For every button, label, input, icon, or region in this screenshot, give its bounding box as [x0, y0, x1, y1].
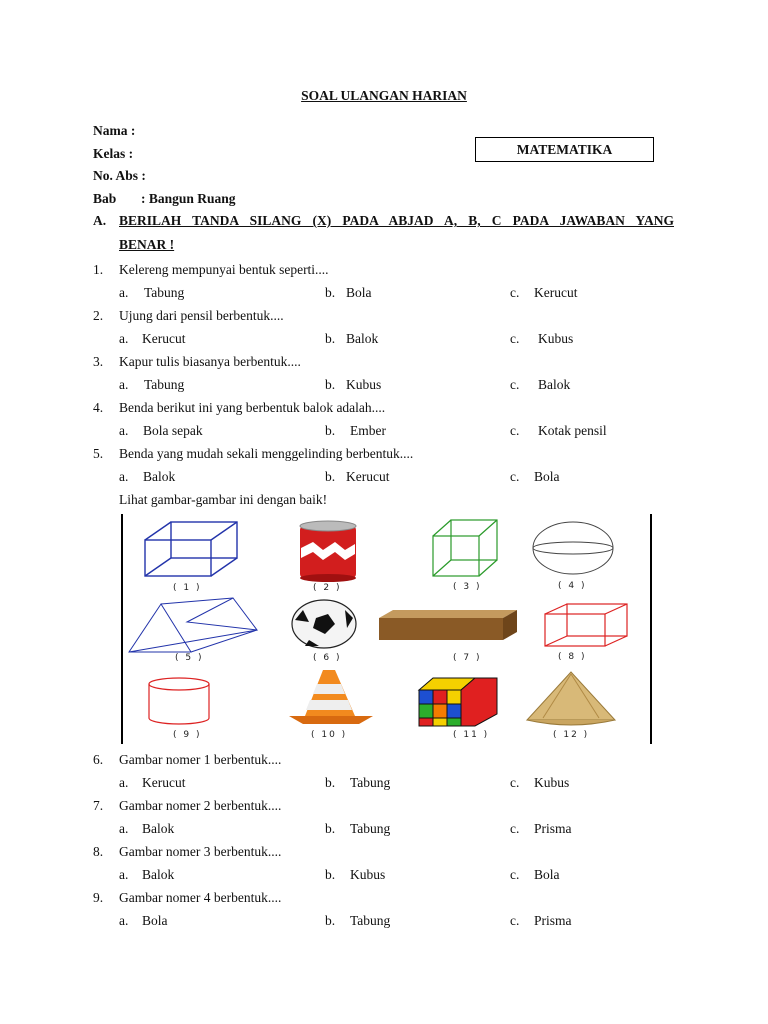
option-b: Tabung: [350, 913, 391, 928]
question-text: Gambar nomer 2 berbentuk....: [119, 798, 282, 813]
page-title: SOAL ULANGAN HARIAN: [301, 88, 467, 103]
option-letter-c: c.: [510, 775, 520, 790]
traffic-cone-picture: [289, 670, 373, 724]
option-letter-c: c.: [510, 423, 520, 438]
picture-caption: ( 5 ): [175, 653, 204, 663]
option-letter-b: b.: [325, 821, 336, 836]
option-b: Bola: [346, 285, 372, 300]
option-c: Kubus: [534, 775, 570, 790]
option-letter-a: a.: [119, 331, 129, 346]
question-text: Kelereng mempunyai bentuk seperti....: [119, 262, 329, 277]
section-instruction-line1: BERILAH TANDA SILANG (X) PADA ABJAD A, B, C PADA JAWABAN YANG: [119, 213, 674, 228]
rubiks-cube-picture: [419, 678, 497, 726]
picture-caption: ( 3 ): [453, 582, 482, 592]
option-b: Ember: [350, 423, 386, 438]
picture-caption: ( 4 ): [558, 581, 587, 591]
option-letter-a: a.: [119, 821, 129, 836]
option-c: Bola: [534, 469, 560, 484]
question-number: 2.: [93, 308, 104, 323]
question-number: 1.: [93, 262, 104, 277]
option-letter-b: b.: [325, 285, 336, 300]
section-instruction-line2: BENAR !: [119, 237, 175, 252]
option-c: Kubus: [538, 331, 574, 346]
picture-caption: ( 9 ): [173, 730, 202, 740]
option-a: Balok: [142, 867, 175, 882]
question-text: Gambar nomer 4 berbentuk....: [119, 890, 282, 905]
option-letter-a: a.: [119, 377, 129, 392]
option-letter-a: a.: [119, 775, 129, 790]
option-a: Bola: [142, 913, 168, 928]
option-c: Balok: [538, 377, 571, 392]
question-number: 7.: [93, 798, 104, 813]
option-a: Tabung: [144, 285, 185, 300]
option-letter-b: b.: [325, 469, 336, 484]
wooden-block-picture: [379, 610, 517, 640]
option-b: Tabung: [350, 775, 391, 790]
option-c: Prisma: [534, 913, 572, 928]
option-b: Tabung: [350, 821, 391, 836]
question-number: 8.: [93, 844, 104, 859]
subject-box: MATEMATIKA: [475, 137, 654, 162]
option-letter-c: c.: [510, 821, 520, 836]
option-letter-b: b.: [325, 377, 336, 392]
option-letter-b: b.: [325, 913, 336, 928]
option-c: Bola: [534, 867, 560, 882]
soda-can-picture: [300, 521, 356, 582]
picture-caption: ( 8 ): [558, 652, 587, 662]
picture-caption: ( 6 ): [313, 653, 342, 663]
question-number: 5.: [93, 446, 104, 461]
option-letter-c: c.: [510, 867, 520, 882]
option-letter-a: a.: [119, 469, 129, 484]
conical-hat-picture: [527, 672, 615, 725]
question-number: 6.: [93, 752, 104, 767]
option-letter-a: a.: [119, 867, 129, 882]
kelas-label: Kelas :: [93, 146, 134, 161]
option-b: Kubus: [350, 867, 386, 882]
option-a: Balok: [143, 469, 176, 484]
picture-caption: ( 7 ): [453, 653, 482, 663]
option-letter-c: c.: [510, 469, 520, 484]
section-letter: A.: [93, 213, 107, 228]
question-text: Gambar nomer 3 berbentuk....: [119, 844, 282, 859]
option-a: Kerucut: [142, 331, 186, 346]
soccer-ball-picture: [292, 600, 356, 648]
question-text: Ujung dari pensil berbentuk....: [119, 308, 284, 323]
option-c: Kerucut: [534, 285, 578, 300]
question-number: 4.: [93, 400, 104, 415]
shape-gallery: [121, 514, 652, 744]
option-letter-a: a.: [119, 423, 129, 438]
picture-caption: ( 11 ): [453, 730, 490, 740]
picture-intro: Lihat gambar-gambar ini dengan baik!: [119, 492, 328, 507]
option-letter-b: b.: [325, 867, 336, 882]
prism-wireframe-5: [129, 598, 257, 652]
option-letter-a: a.: [119, 285, 129, 300]
nama-label: Nama :: [93, 123, 136, 138]
cylinder-wireframe-9: [149, 678, 209, 724]
picture-caption: ( 12 ): [553, 730, 590, 740]
option-letter-b: b.: [325, 331, 336, 346]
option-a: Tabung: [144, 377, 185, 392]
picture-caption: ( 2 ): [313, 583, 342, 593]
option-a: Balok: [142, 821, 175, 836]
option-b: Kerucut: [346, 469, 390, 484]
cube-wireframe-3: [433, 520, 497, 576]
option-letter-a: a.: [119, 913, 129, 928]
option-letter-c: c.: [510, 285, 520, 300]
option-letter-b: b.: [325, 423, 336, 438]
option-letter-c: c.: [510, 331, 520, 346]
cuboid-wireframe-1: [145, 522, 237, 576]
sphere-wireframe-4: [533, 522, 613, 574]
question-number: 3.: [93, 354, 104, 369]
question-text: Kapur tulis biasanya berbentuk....: [119, 354, 301, 369]
cube-wireframe-8: [545, 604, 627, 646]
shape-gallery-art: [123, 514, 650, 744]
bab-value: : Bangun Ruang: [141, 191, 236, 206]
option-a: Bola sepak: [143, 423, 203, 438]
picture-caption: ( 1 ): [173, 583, 202, 593]
option-b: Balok: [346, 331, 379, 346]
option-letter-c: c.: [510, 913, 520, 928]
question-number: 9.: [93, 890, 104, 905]
option-letter-c: c.: [510, 377, 520, 392]
option-a: Kerucut: [142, 775, 186, 790]
option-b: Kubus: [346, 377, 382, 392]
option-c: Prisma: [534, 821, 572, 836]
question-text: Benda berikut ini yang berbentuk balok adalah....: [119, 400, 386, 415]
bab-label: Bab: [93, 191, 117, 206]
picture-caption: ( 10 ): [311, 730, 348, 740]
option-c: Kotak pensil: [538, 423, 607, 438]
question-text: Benda yang mudah sekali menggelinding berbentuk....: [119, 446, 414, 461]
question-text: Gambar nomer 1 berbentuk....: [119, 752, 282, 767]
option-letter-b: b.: [325, 775, 336, 790]
no-abs-label: No. Abs :: [93, 168, 146, 183]
